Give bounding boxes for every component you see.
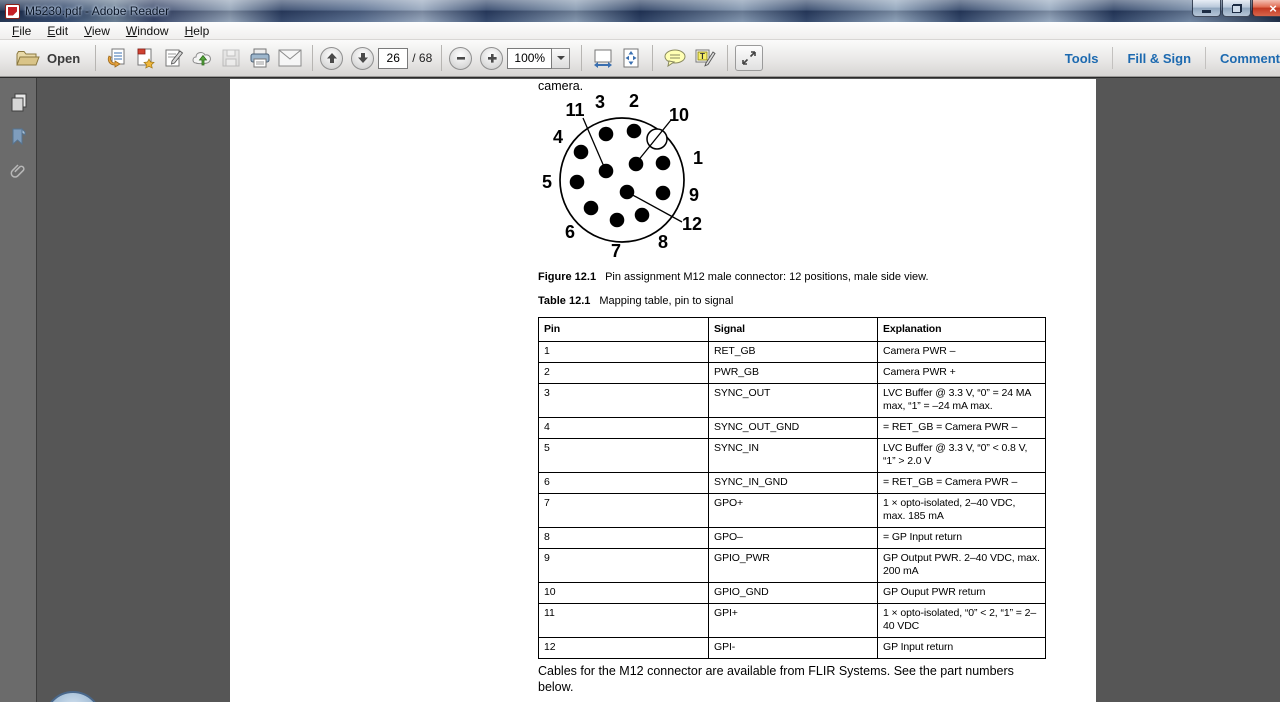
pin-cell: 10 bbox=[539, 583, 709, 604]
figure-caption-label: Figure 12.1 bbox=[538, 271, 597, 283]
pin-label: 3 bbox=[594, 92, 606, 112]
signal-cell: RET_GB bbox=[709, 342, 878, 363]
cloud-upload-icon bbox=[190, 47, 214, 69]
title-bar[interactable] bbox=[0, 0, 1280, 22]
fill-sign-button[interactable] bbox=[690, 44, 720, 72]
zoom-level-value: 100% bbox=[507, 48, 552, 69]
table-row bbox=[539, 418, 1046, 439]
fit-page-icon bbox=[621, 47, 641, 69]
pin-cell: 2 bbox=[539, 363, 709, 384]
signal-cell: PWR_GB bbox=[709, 363, 878, 384]
save-icon bbox=[221, 48, 241, 68]
toolbar-separator bbox=[652, 45, 653, 71]
navigation-sidebar bbox=[0, 78, 37, 702]
adobe-reader-icon bbox=[5, 4, 20, 19]
pin-column-header: Pin bbox=[539, 318, 709, 342]
pin-label: 7 bbox=[610, 241, 622, 261]
signal-cell: GPO– bbox=[709, 528, 878, 549]
explanation-cell: Camera PWR + bbox=[878, 363, 1046, 384]
explanation-cell: = GP Input return bbox=[878, 528, 1046, 549]
pin-label: 10 bbox=[668, 105, 690, 125]
table-row bbox=[539, 439, 1046, 473]
minimize-icon bbox=[1202, 10, 1211, 13]
explanation-cell: GP Output PWR. 2–40 VDC, max. 200 mA bbox=[878, 549, 1046, 583]
create-pdf-button[interactable] bbox=[131, 44, 159, 72]
menu-view[interactable]: View bbox=[84, 23, 110, 38]
page-count-label: / 68 bbox=[412, 51, 433, 65]
pin-table-body bbox=[539, 342, 1046, 659]
fill-and-sign-link[interactable]: Fill & Sign bbox=[1127, 50, 1192, 66]
table-caption-label: Table 12.1 bbox=[538, 295, 591, 307]
bookmarks-icon bbox=[10, 127, 28, 147]
page-thumbnails-icon bbox=[10, 93, 28, 113]
attachments-button[interactable] bbox=[0, 154, 37, 188]
zoom-out-icon bbox=[455, 52, 467, 64]
explanation-cell: = RET_GB = Camera PWR – bbox=[878, 473, 1046, 494]
fit-width-button[interactable] bbox=[589, 44, 617, 72]
signal-cell: SYNC_OUT_GND bbox=[709, 418, 878, 439]
pin-cell: 9 bbox=[539, 549, 709, 583]
pin-label: 8 bbox=[657, 232, 669, 252]
fit-width-icon bbox=[592, 48, 614, 68]
signal-cell: SYNC_OUT bbox=[709, 384, 878, 418]
previous-page-button[interactable] bbox=[320, 47, 343, 70]
previous-page-icon bbox=[326, 52, 338, 64]
close-button[interactable] bbox=[1252, 0, 1280, 17]
explanation-cell: LVC Buffer @ 3.3 V, “0” < 0.8 V, “1” > 2.0 V bbox=[878, 439, 1046, 473]
restore-icon bbox=[1232, 4, 1242, 13]
menu-edit[interactable]: Edit bbox=[47, 23, 69, 38]
table-row bbox=[539, 363, 1046, 384]
table-row bbox=[539, 604, 1046, 638]
tools-link[interactable]: Tools bbox=[1064, 50, 1099, 66]
table-row bbox=[539, 528, 1046, 549]
next-page-button[interactable] bbox=[351, 47, 374, 70]
create-pdf-icon bbox=[134, 47, 156, 69]
m12-connector-diagram bbox=[538, 92, 716, 264]
fill-sign-icon bbox=[693, 47, 717, 69]
pin-cell: 4 bbox=[539, 418, 709, 439]
bookmarks-button[interactable] bbox=[0, 120, 37, 154]
pin-label: 2 bbox=[628, 92, 640, 111]
comment-bubble-icon bbox=[663, 48, 687, 68]
table-caption-text: Mapping table, pin to signal bbox=[599, 295, 734, 307]
page-number-input[interactable] bbox=[378, 48, 408, 69]
menu-window[interactable]: Window bbox=[125, 23, 169, 38]
pin-mapping-table bbox=[538, 317, 1046, 659]
pin-label: 6 bbox=[564, 222, 576, 242]
attachments-icon bbox=[9, 161, 29, 181]
zoom-out-button[interactable] bbox=[449, 47, 472, 70]
pin-cell: 8 bbox=[539, 528, 709, 549]
table-row bbox=[539, 638, 1046, 659]
signal-cell: GPIO_GND bbox=[709, 583, 878, 604]
window-controls bbox=[1191, 0, 1280, 17]
menu-file[interactable]: File bbox=[12, 23, 32, 38]
menu-bar bbox=[0, 22, 1280, 40]
explanation-cell: LVC Buffer @ 3.3 V, “0” = 24 MA max, “1” = –24 mA max. bbox=[878, 384, 1046, 418]
save-button[interactable] bbox=[217, 44, 245, 72]
table-row bbox=[539, 342, 1046, 363]
zoom-dropdown-arrow[interactable] bbox=[552, 48, 570, 69]
export-pdf-button[interactable] bbox=[103, 44, 131, 72]
comment-link[interactable]: Comment bbox=[1220, 50, 1280, 66]
email-icon bbox=[278, 49, 302, 67]
pin-cell: 7 bbox=[539, 494, 709, 528]
explanation-cell: GP Input return bbox=[878, 638, 1046, 659]
signal-cell: SYNC_IN bbox=[709, 439, 878, 473]
signal-cell: SYNC_IN_GND bbox=[709, 473, 878, 494]
toolbar-separator bbox=[441, 45, 442, 71]
signal-cell: GPI+ bbox=[709, 604, 878, 638]
page-thumbnails-button[interactable] bbox=[0, 86, 37, 120]
table-row bbox=[539, 583, 1046, 604]
toolbar bbox=[0, 40, 1280, 77]
print-button[interactable] bbox=[245, 44, 275, 72]
table-row bbox=[539, 384, 1046, 418]
fullscreen-button[interactable] bbox=[735, 45, 763, 71]
explanation-cell: Camera PWR – bbox=[878, 342, 1046, 363]
toolbar-separator bbox=[312, 45, 313, 71]
minimize-button[interactable] bbox=[1192, 0, 1221, 17]
explanation-column-header: Explanation bbox=[878, 318, 1046, 342]
pin-label: 5 bbox=[541, 172, 553, 192]
floating-nav-widget[interactable] bbox=[44, 691, 102, 702]
pin-cell: 3 bbox=[539, 384, 709, 418]
pin-label: 4 bbox=[552, 127, 564, 147]
signal-cell: GPI- bbox=[709, 638, 878, 659]
explanation-cell: 1 × opto-isolated, “0” < 2, “1” = 2–40 VDC bbox=[878, 604, 1046, 638]
toolbar-separator bbox=[581, 45, 582, 71]
print-icon bbox=[248, 47, 272, 69]
sign-document-button[interactable] bbox=[159, 44, 187, 72]
zoom-in-button[interactable] bbox=[480, 47, 503, 70]
toolbar-right-links bbox=[1051, 40, 1280, 76]
fit-page-button[interactable] bbox=[617, 44, 645, 72]
closing-paragraph: Cables for the M12 connector are available from FLIR Systems. See the part numbers below. bbox=[538, 664, 1014, 694]
next-page-icon bbox=[357, 52, 369, 64]
restore-button[interactable] bbox=[1222, 0, 1251, 17]
table-header-row bbox=[539, 318, 1046, 342]
open-button-label: Open bbox=[47, 50, 81, 66]
comment-button[interactable] bbox=[660, 44, 690, 72]
table-row bbox=[539, 549, 1046, 583]
fullscreen-icon bbox=[741, 50, 757, 66]
signal-cell: GPO+ bbox=[709, 494, 878, 528]
table-row bbox=[539, 473, 1046, 494]
table-row bbox=[539, 494, 1046, 528]
explanation-cell: = RET_GB = Camera PWR – bbox=[878, 418, 1046, 439]
email-button[interactable] bbox=[275, 44, 305, 72]
export-pdf-icon bbox=[106, 47, 128, 69]
explanation-cell: GP Ouput PWR return bbox=[878, 583, 1046, 604]
figure-caption bbox=[538, 271, 929, 283]
table-caption bbox=[538, 295, 733, 307]
cloud-upload-button[interactable] bbox=[187, 44, 217, 72]
open-button[interactable] bbox=[8, 44, 88, 72]
sign-document-icon bbox=[162, 47, 184, 69]
svg-text:T: T bbox=[700, 52, 706, 61]
open-folder-icon bbox=[16, 50, 40, 67]
window-title: M5230.pdf - Adobe Reader bbox=[25, 4, 170, 18]
figure-caption-text: Pin assignment M12 male connector: 12 positions, male side view. bbox=[605, 271, 929, 283]
leader-line-11 bbox=[583, 118, 605, 169]
pin-label: 9 bbox=[688, 185, 700, 205]
menu-help[interactable]: Help bbox=[184, 23, 210, 38]
close-icon: × bbox=[1269, 0, 1277, 16]
pin-label: 12 bbox=[681, 214, 703, 234]
pin-cell: 5 bbox=[539, 439, 709, 473]
pin-cell: 12 bbox=[539, 638, 709, 659]
pin-label: 1 bbox=[692, 148, 704, 168]
signal-column-header: Signal bbox=[709, 318, 878, 342]
signal-cell: GPIO_PWR bbox=[709, 549, 878, 583]
explanation-cell: 1 × opto-isolated, 2–40 VDC, max. 185 mA bbox=[878, 494, 1046, 528]
document-pane bbox=[0, 77, 1280, 702]
pin-cell: 1 bbox=[539, 342, 709, 363]
pdf-page bbox=[230, 79, 1096, 702]
pin-cell: 11 bbox=[539, 604, 709, 638]
toolbar-separator bbox=[727, 45, 728, 71]
page-top-text: camera. bbox=[538, 79, 584, 93]
pin-label: 11 bbox=[565, 100, 585, 120]
toolbar-separator bbox=[95, 45, 96, 71]
pin-cell: 6 bbox=[539, 473, 709, 494]
zoom-level-select[interactable] bbox=[507, 48, 570, 69]
zoom-in-icon bbox=[486, 52, 498, 64]
